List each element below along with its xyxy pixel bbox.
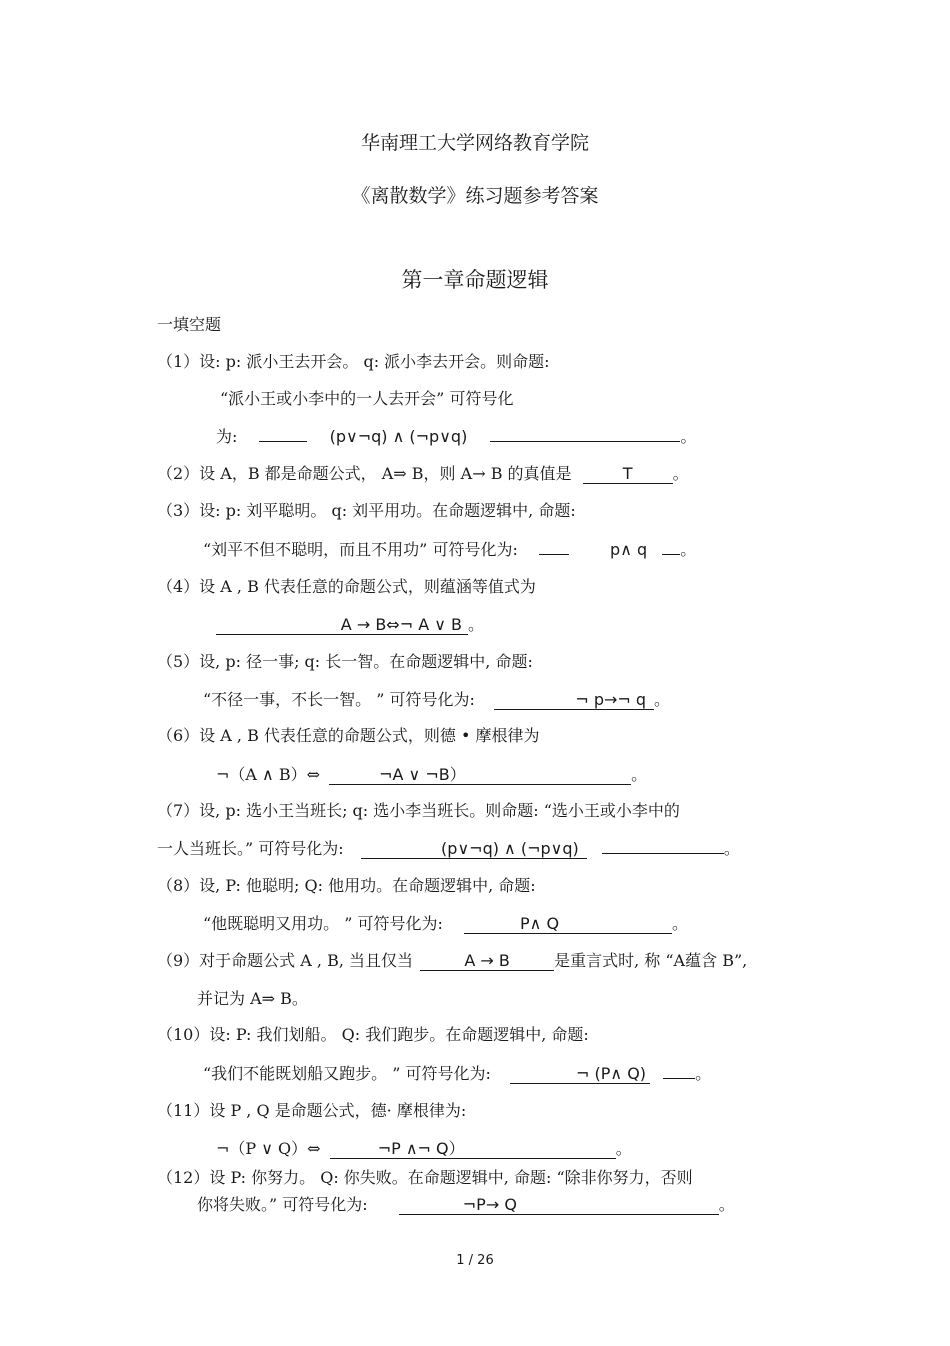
q3-blank-2 [662,554,680,555]
q11-answer: ¬P ∧¬ Q） [330,1141,616,1159]
q8-line-1: （8）设, P: 他聪明; Q: 他用功。在命题逻辑中, 命题: [157,876,536,895]
page-number: 1 / 26 [456,1253,494,1268]
q5-line-2 [203,687,670,710]
q1-end: 。 [680,427,697,446]
chapter-title: 第一章命题逻辑 [401,268,549,292]
q9-answer: A → B [420,953,554,971]
q7-end: 。 [723,839,740,858]
q6-answer: ¬A ∨ ¬B） [329,767,631,785]
q6-prompt: ¬（A ∧ B）⇔ [216,765,321,784]
q3-blank [539,554,569,555]
q2-answer: T [583,466,673,484]
q4-end: 。 [468,615,485,634]
q1-blank-1 [259,441,307,442]
q11-line-1: （11）设 P , Q 是命题公式，德· 摩根律为: [157,1101,467,1120]
q7-prompt: 一人当班长。” 可符号化为: [157,839,344,858]
q5-end: 。 [654,690,671,709]
q9-tail: 是重言式时, 称 “A蕴含 B”, [554,951,748,970]
q10-prompt: “我们不能既划船又跑步。 ” 可符号化为: [203,1064,491,1083]
q11-end: 。 [615,1139,632,1158]
q9-prompt: （9）对于命题公式 A , B, 当且仅当 [157,951,414,970]
q7-answer: (p∨¬q) ∧ (¬p∨q) [361,841,587,859]
q9-line-1 [157,948,747,971]
q5-prompt: “不径一事，不长一智。 ” 可符号化为: [203,690,475,709]
q1-blank-2 [490,441,680,442]
q12-line-1: （12）设 P: 你努力。 Q: 你失败。在命题逻辑中, 命题: “除非你努力，否则 [157,1168,693,1187]
q10-line-2 [203,1061,711,1084]
q3-line-2 [203,537,696,560]
q1-line-1: （1）设: p: 派小王去开会。 q: 派小李去开会。则命题: [157,352,550,371]
header-line-2: 《离散数学》练习题参考答案 [351,185,599,207]
q2-line [157,461,689,484]
q12-prompt: 你将失败。” 可符号化为: [197,1195,368,1214]
q11-prompt: ¬（P ∨ Q）⇔ [216,1139,321,1158]
q6-line-1: （6）设 A , B 代表任意的命题公式，则德 • 摩根律为 [157,726,540,745]
q3-prompt: “刘平不但不聪明，而且不用功” 可符号化为: [203,540,518,559]
q3-line-1: （3）设: p: 刘平聪明。 q: 刘平用功。在命题逻辑中, 命题: [157,501,576,520]
q10-end: 。 [695,1064,712,1083]
q9-line-2: 并记为 A⇒ B。 [197,989,308,1008]
q8-prompt: “他既聪明又用功。 ” 可符号化为: [203,914,443,933]
q12-end: 。 [718,1195,735,1214]
q8-line-2 [203,911,688,934]
q1-line-2: “派小王或小李中的一人去开会” 可符号化 [220,389,514,408]
q12-answer: ¬P→ Q [399,1197,719,1215]
header-line-1: 华南理工大学网络教育学院 [360,132,589,154]
q11-line-2 [216,1136,632,1159]
q8-answer: P∧ Q [464,916,672,934]
q2-question: （2）设 A，B 都是命题公式， A⇒ B，则 A→ B 的真值是 [157,464,572,483]
q1-line-3 [216,424,696,447]
q7-line-1: （7）设, p: 选小王当班长; q: 选小李当班长。则命题: “选小王或小李中的 [157,801,680,820]
q1-answer: (p∨¬q) ∧ (¬p∨q) [329,427,468,446]
q10-line-1: （10）设: P: 我们划船。 Q: 我们跑步。在命题逻辑中, 命题: [157,1025,589,1044]
q7-line-2 [157,836,740,859]
q3-answer: p∧ q [610,540,648,559]
q10-answer: ¬ (P∧ Q) [510,1066,650,1084]
q6-line-2 [216,762,647,785]
q10-blank [663,1078,695,1079]
q4-line-2 [216,612,484,635]
q3-end: 。 [680,540,697,559]
q2-end: 。 [672,464,689,483]
q1-label: 为: [216,427,238,446]
q7-blank [602,853,724,854]
q4-line-1: （4）设 A , B 代表任意的命题公式，则蕴涵等值式为 [157,577,536,596]
q4-answer: A → B⇔¬ A ∨ B [216,617,468,635]
q12-line-2 [197,1192,735,1215]
section-title: 一填空题 [157,315,222,334]
q5-answer: ¬ p→¬ q [494,692,654,710]
q8-end: 。 [672,914,689,933]
q5-line-1: （5）设, p: 径一事; q: 长一智。在命题逻辑中, 命题: [157,652,533,671]
q6-end: 。 [631,765,648,784]
